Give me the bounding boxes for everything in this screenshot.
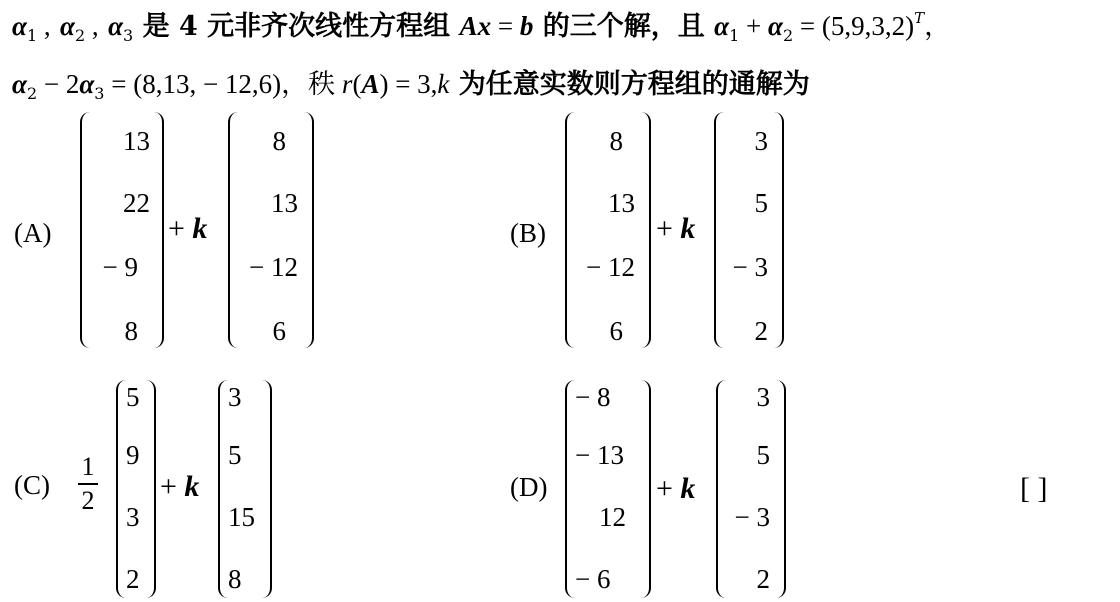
alpha-1: α bbox=[12, 11, 27, 41]
option-d-label[interactable]: (D) bbox=[510, 472, 548, 502]
option-a-plus-k: + k bbox=[168, 212, 208, 245]
difference-value: = (8,13, − 12,6)，秩 bbox=[104, 69, 342, 99]
option-c-plus-k: + k bbox=[160, 470, 200, 503]
question-line-1: $\alpha_1$ , $\alpha_2$ , $\alpha_3$ 是 4 元非齐次线性方程组 Ax = b 的三个解，且 $\alpha_1 + \alpha_2 = (5,9,3,2)^T$， bbox=[12, 9, 952, 45]
option-c-label[interactable]: (C) bbox=[14, 470, 50, 500]
option-c-fraction: 1 2 bbox=[78, 452, 98, 516]
alpha-3: α bbox=[108, 11, 123, 41]
sum-value: = (5,9,3,2) bbox=[793, 11, 915, 41]
answer-bracket[interactable]: [ ] bbox=[1020, 472, 1048, 505]
question-text-1: 是 4 元非齐次线性方程组 bbox=[133, 11, 460, 42]
matrix-product: Ax bbox=[459, 11, 492, 41]
question-text-3: 为任意实数则方程组的通解为 bbox=[449, 69, 810, 100]
option-b-vector-1: 8 13 − 12 6 bbox=[565, 112, 651, 348]
vector-b: b bbox=[519, 11, 534, 41]
option-b-vector-2: 3 5 − 3 2 bbox=[714, 112, 784, 348]
option-c-vector-1: 5 9 3 2 bbox=[116, 380, 156, 598]
option-b-label[interactable]: (B) bbox=[510, 218, 546, 248]
option-d-vector-2: 3 5 − 3 2 bbox=[716, 380, 786, 598]
option-c-vector-2: 3 5 15 8 bbox=[218, 380, 272, 598]
alpha-2: α bbox=[60, 11, 75, 41]
option-d-plus-k: + k bbox=[656, 472, 696, 505]
option-d-vector-1: − 8 − 13 12 − 6 bbox=[565, 380, 651, 598]
option-a-label[interactable]: (A) bbox=[14, 218, 52, 248]
option-b-plus-k: + k bbox=[656, 212, 696, 245]
question-text-2: 的三个解，且 bbox=[533, 11, 715, 42]
question-line-2: $\alpha_2 - 2\alpha_3 = (8,13$, − 12,6)，秩 r(A) = 3,k 为任意实数则方程组的通解为 bbox=[12, 69, 810, 103]
option-a-vector-2: 8 13 − 12 6 bbox=[228, 112, 314, 348]
option-a-vector-1: 13 22 − 9 8 bbox=[80, 112, 164, 348]
